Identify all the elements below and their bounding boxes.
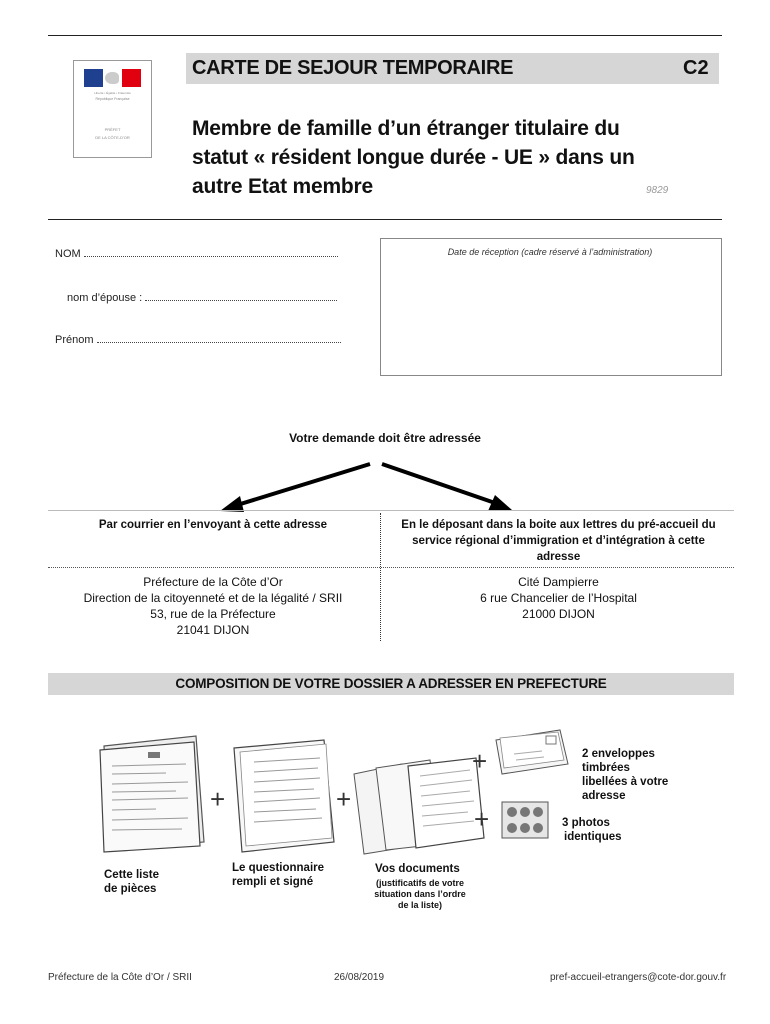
cite-address-line-3: 21000 DIJON — [522, 607, 595, 621]
subtitle-line-3: autre Etat membre — [192, 175, 373, 198]
caption-envelopes-line-2: timbrées — [582, 762, 630, 774]
caption-documents-detail — [360, 878, 480, 911]
left-arrow-line — [234, 464, 370, 506]
plus-sign-1: + — [210, 784, 226, 814]
caption-documents: Vos documents — [375, 863, 460, 875]
caption-envelopes-line-3: libellées à votre — [582, 776, 669, 788]
caption-documents-detail-line-3: de la liste) — [397, 900, 442, 910]
form-number: 9829 — [646, 185, 669, 196]
logo-prefet: PRÉFET — [104, 127, 121, 132]
admin-reception-label: Date de réception (cadre réservé à l’administration) — [447, 247, 653, 257]
address-top-rule — [48, 510, 734, 511]
admin-reception-box — [380, 238, 722, 376]
caption-envelopes-line-1: 2 enveloppes — [582, 748, 655, 760]
cite-dampierre-address — [385, 574, 732, 622]
address-column-separator — [380, 513, 381, 641]
prefecture-address-line-4: 21041 DIJON — [176, 623, 250, 637]
right-arrow-line — [382, 464, 498, 504]
footer-date: 26/08/2019 — [334, 972, 385, 983]
prenom-label: Prénom — [55, 334, 94, 346]
depot-heading-line-1: En le déposant dans la boite aux lettres du pré-accueil du — [401, 519, 716, 531]
cite-address-line-2: 6 rue Chancelier de l’Hospital — [480, 591, 637, 605]
caption-questionnaire-line-1: Le questionnaire — [232, 862, 325, 874]
nom-epouse-label: nom d’épouse : — [67, 292, 143, 304]
subtitle-line-2: statut « résident longue durée - UE » dans un — [192, 146, 635, 169]
nom-dotted-line[interactable] — [84, 248, 338, 257]
questionnaire-icon — [230, 738, 338, 856]
page-title: CARTE DE SEJOUR TEMPORAIRE — [192, 57, 514, 79]
marianne-flag-icon — [84, 69, 141, 87]
nom-label: NOM — [55, 248, 81, 260]
footer-email[interactable]: pref-accueil-etrangers@cote-dor.gouv.fr — [550, 972, 727, 983]
depot-heading — [385, 517, 732, 565]
photos-icon — [500, 800, 552, 842]
caption-photos — [562, 816, 622, 844]
prefecture-address — [50, 574, 376, 638]
footer-service: Préfecture de la Côte d’Or / SRII — [48, 972, 192, 983]
cite-address-line-1: Cité Dampierre — [518, 575, 599, 589]
nom-epouse-field[interactable] — [67, 292, 337, 304]
logo-departement: DE LA CÔTE-D'OR — [95, 135, 130, 140]
top-rule — [48, 35, 722, 36]
header-rule — [48, 219, 722, 220]
composition-title: COMPOSITION DE VOTRE DOSSIER A ADRESSER EN PREFECTURE — [175, 676, 607, 691]
prenom-field[interactable] — [55, 334, 341, 346]
prefecture-address-line-3: 53, rue de la Préfecture — [150, 607, 276, 621]
plus-sign-2: + — [336, 784, 352, 814]
caption-piece-list-line-2: de pièces — [104, 883, 157, 895]
direction-arrows — [210, 458, 520, 516]
subtitle-line-1: Membre de famille d’un étranger titulaire du — [192, 117, 620, 140]
documents-icon — [352, 756, 488, 856]
courrier-heading: Par courrier en l’envoyant à cette adresse — [98, 519, 328, 531]
caption-questionnaire-line-2: rempli et signé — [232, 876, 314, 888]
prefecture-address-line-2: Direction de la citoyenneté et de la légalité / SRII — [83, 591, 343, 605]
nom-epouse-dotted-line[interactable] — [145, 292, 337, 301]
caption-envelopes-line-4: adresse — [582, 790, 626, 802]
envelopes-icon — [494, 728, 572, 776]
form-code: C2 — [683, 57, 709, 79]
subtitle — [192, 114, 692, 201]
caption-documents-detail-line-2: situation dans l’ordre — [374, 889, 466, 899]
caption-piece-list-line-1: Cette liste — [104, 869, 159, 881]
address-dotted-rule — [48, 567, 734, 568]
right-arrow-head — [488, 495, 512, 511]
plus-sign-4: + — [474, 804, 490, 834]
prenom-dotted-line[interactable] — [97, 334, 341, 343]
address-heading: Votre demande doit être adressée — [289, 431, 481, 445]
prefecture-address-line-1: Préfecture de la Côte d’Or — [143, 575, 283, 589]
caption-questionnaire — [232, 861, 324, 889]
plus-sign-3: + — [472, 746, 488, 776]
caption-envelopes — [582, 747, 668, 803]
caption-photos-line-1: 3 photos — [562, 817, 610, 829]
logo-motto: Liberté • Égalité • Fraternité — [94, 91, 131, 95]
logo-republique: République Française — [95, 97, 130, 101]
nom-field[interactable] — [55, 248, 338, 260]
caption-documents-detail-line-1: (justificatifs de votre — [375, 878, 465, 888]
caption-photos-line-2: identiques — [564, 831, 622, 843]
depot-heading-line-2: service régional d’immigration et d’intégration à cette — [412, 535, 705, 547]
caption-piece-list — [104, 868, 159, 896]
piece-list-folder-icon — [96, 734, 208, 854]
republique-francaise-logo — [73, 60, 152, 158]
depot-heading-line-3: adresse — [536, 551, 581, 563]
